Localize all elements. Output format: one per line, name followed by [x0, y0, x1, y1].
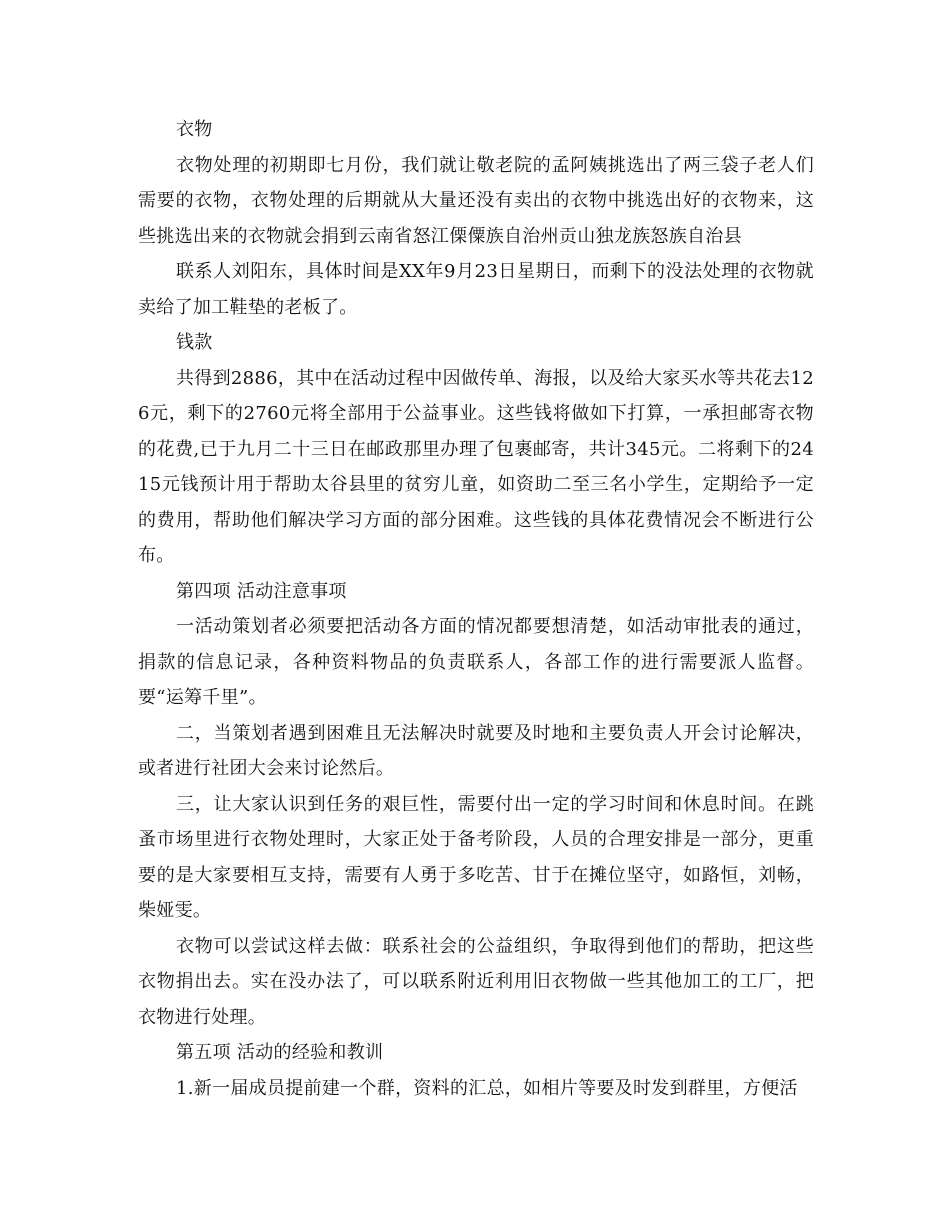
section-heading-clothing: 衣物 — [176, 119, 213, 140]
document-body — [138, 112, 814, 1106]
paragraph-note-one: 一活动策划者必须要把活动各方面的情况都要想清楚，如活动审批表的通过，捐款的信息记录，各种资料物品的负责联系人，各部工作的进行需要派人监督。要“运筹千里”。 — [138, 616, 814, 708]
paragraph-clothing-processing: 衣物处理的初期即七月份，我们就让敬老院的孟阿姨挑选出了两三袋子老人们需要的衣物，衣物处理的后期就从大量还没有卖出的衣物中挑选出好的衣物来，这些挑选出来的衣物就会捐到云南省怒江傈僳族自治州贡山独龙族怒族自治县 — [138, 154, 814, 247]
section-heading-item-four: 第四项 活动注意事项 — [176, 580, 347, 602]
paragraph-note-three: 三，让大家认识到任务的艰巨性，需要付出一定的学习时间和休息时间。在跳蚤市场里进行衣物处理时，大家正处于备考阶段，人员的合理安排是一部分，更重要的是大家要相互支持，需要有人勇于多吃苦、甘于在摊位坚守，如路恒，刘畅，柴娅雯。 — [138, 793, 814, 921]
paragraph-clothing-suggestion: 衣物可以尝试这样去做：联系社会的公益组织，争取得到他们的帮助，把这些衣物捐出去。实在没办法了，可以联系附近利用旧衣物做一些其他加工的工厂，把衣物进行处理。 — [138, 935, 814, 1028]
paragraph-experience-one: 1.新一届成员提前建一个群，资料的汇总，如相片等要及时发到群里，方便活 — [176, 1077, 798, 1099]
section-heading-item-five: 第五项 活动的经验和教训 — [176, 1042, 384, 1063]
paragraph-contact-person: 联系人刘阳东，具体时间是XX年9月23日星期日，而剩下的没法处理的衣物就卖给了加工鞋垫的老板了。 — [138, 261, 814, 318]
paragraph-note-two: 二，当策划者遇到困难且无法解决时就要及时地和主要负责人开会讨论解决，或者进行社团大会来讨论然后。 — [138, 722, 814, 779]
section-heading-money: 钱款 — [176, 332, 213, 353]
paragraph-money-usage: 共得到2886，其中在活动过程中因做传单、海报，以及给大家买水等共花去126元，剩下的2760元将全部用于公益事业。这些钱将做如下打算，一承担邮寄衣物的花费,已于九月二十三日在邮政那里办理了包裹邮寄，共计345元。二将剩下的2415元钱预计用于帮助太谷县里的贫穷儿童，如资助二至三名小学生，定期给予一定的费用，帮助他们解决学习方面的部分困难。这些钱的具体花费情况会不断进行公布。 — [138, 367, 814, 566]
